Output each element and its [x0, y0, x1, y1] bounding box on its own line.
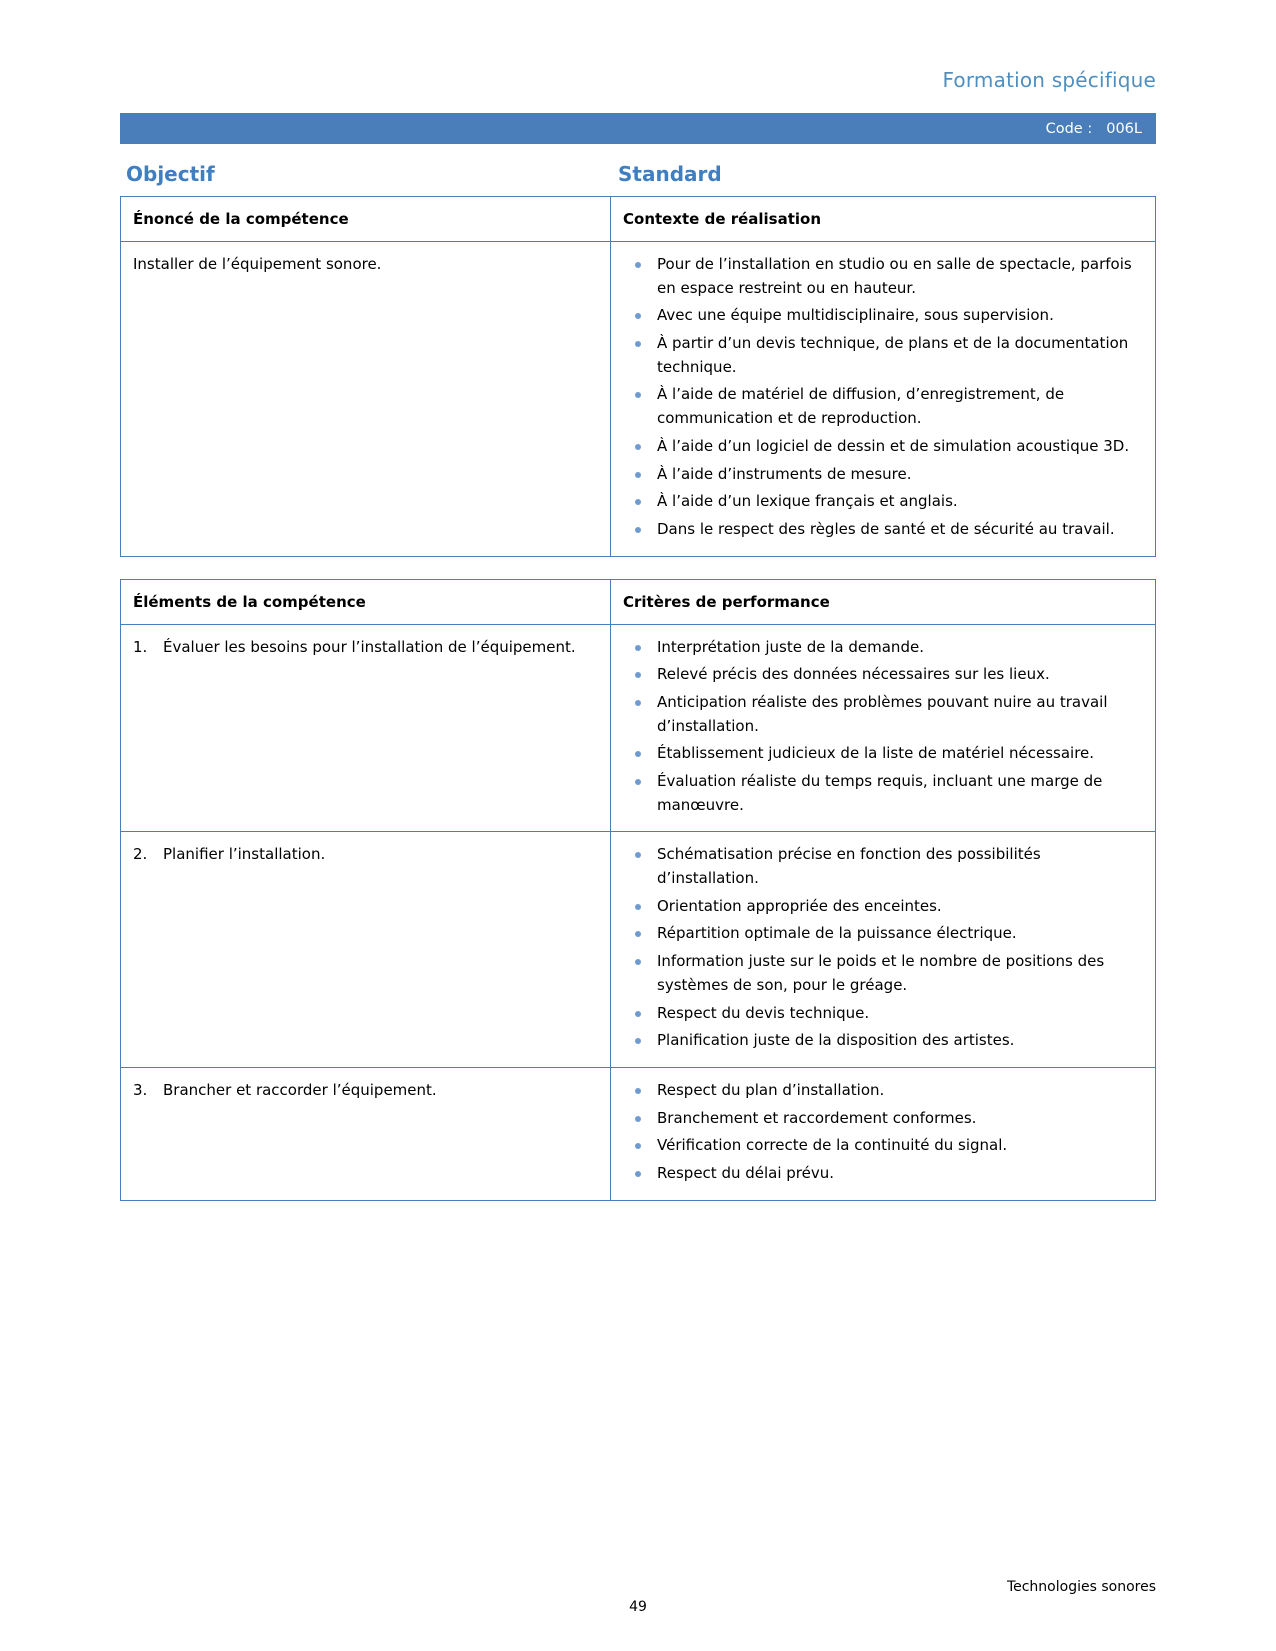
criteria-bullet-list: [623, 636, 1143, 818]
header-criteres-performance: Critères de performance: [611, 579, 1156, 624]
elements-table: [120, 579, 1156, 1201]
header-enonce-competence: Énoncé de la compétence: [121, 197, 611, 242]
list-item: Branchement et raccordement conformes.: [623, 1107, 1143, 1131]
contexte-cell: [611, 242, 1156, 557]
element-number: 3.: [133, 1080, 148, 1099]
list-item: Respect du délai prévu.: [623, 1162, 1143, 1186]
list-item: Établissement judicieux de la liste de matériel nécessaire.: [623, 742, 1143, 766]
element-cell: [121, 624, 611, 832]
list-item: Relevé précis des données nécessaires sur les lieux.: [623, 663, 1143, 687]
list-item: Respect du plan d’installation.: [623, 1079, 1143, 1103]
table-row: [121, 1067, 1156, 1200]
code-bar: [120, 113, 1156, 144]
list-item: Répartition optimale de la puissance électrique.: [623, 922, 1143, 946]
list-item: Respect du devis technique.: [623, 1002, 1143, 1026]
header-elements-competence: Éléments de la compétence: [121, 579, 611, 624]
table-row: [121, 242, 1156, 557]
element-item: [133, 843, 598, 867]
list-item: À l’aide d’un lexique français et anglais.: [623, 490, 1143, 514]
criteria-cell: [611, 624, 1156, 832]
list-item: Évaluation réaliste du temps requis, incluant une marge de manœuvre.: [623, 770, 1143, 817]
list-item: Avec une équipe multidisciplinaire, sous supervision.: [623, 304, 1143, 328]
header-contexte-realisation: Contexte de réalisation: [611, 197, 1156, 242]
table-row: [121, 624, 1156, 832]
list-item: Orientation appropriée des enceintes.: [623, 895, 1143, 919]
list-item: Schématisation précise en fonction des possibilités d’installation.: [623, 843, 1143, 890]
objectif-heading: Objectif: [126, 162, 215, 186]
list-item: À l’aide d’instruments de mesure.: [623, 463, 1143, 487]
list-item: Interprétation juste de la demande.: [623, 636, 1143, 660]
competence-statement-cell: [121, 242, 611, 557]
criteria-cell: [611, 832, 1156, 1068]
criteria-bullet-list: [623, 1079, 1143, 1186]
element-item: [133, 1079, 598, 1103]
criteria-cell: [611, 1067, 1156, 1200]
column-headings: [120, 162, 1156, 186]
competence-table: [120, 196, 1156, 557]
table-header-row: [121, 579, 1156, 624]
element-label: Évaluer les besoins pour l’installation de l’équipement.: [163, 637, 576, 656]
element-cell: [121, 1067, 611, 1200]
code-value: 006L: [1106, 120, 1142, 137]
criteria-bullet-list: [623, 843, 1143, 1053]
element-cell: [121, 832, 611, 1068]
page-footer: [0, 1531, 1276, 1651]
element-label: Planifier l’installation.: [163, 845, 326, 864]
list-item: Pour de l’installation en studio ou en salle de spectacle, parfois en espace restreint ou en hauteur.: [623, 253, 1143, 300]
standard-heading: Standard: [618, 162, 722, 186]
element-label: Brancher et raccorder l’équipement.: [163, 1080, 437, 1099]
list-item: Vérification correcte de la continuité du signal.: [623, 1134, 1143, 1158]
table-header-row: [121, 197, 1156, 242]
list-item: À l’aide de matériel de diffusion, d’enregistrement, de communication et de reproduction.: [623, 383, 1143, 430]
list-item: Information juste sur le poids et le nombre de positions des systèmes de son, pour le gréage.: [623, 950, 1143, 997]
competence-statement: Installer de l’équipement sonore.: [133, 255, 382, 273]
element-number: 2.: [133, 845, 148, 864]
table-row: [121, 832, 1156, 1068]
list-item: Anticipation réaliste des problèmes pouvant nuire au travail d’installation.: [623, 691, 1143, 738]
footer-page-number: 49: [629, 1599, 647, 1615]
code-label: Code :: [1045, 120, 1093, 137]
element-number: 1.: [133, 637, 148, 656]
element-item: [133, 636, 598, 660]
footer-document-name: Technologies sonores: [1006, 1579, 1156, 1595]
section-title: Formation spécifique: [942, 68, 1156, 92]
list-item: Dans le respect des règles de santé et de sécurité au travail.: [623, 518, 1143, 542]
list-item: À partir d’un devis technique, de plans et de la documentation technique.: [623, 332, 1143, 379]
list-item: À l’aide d’un logiciel de dessin et de simulation acoustique 3D.: [623, 435, 1143, 459]
list-item: Planification juste de la disposition des artistes.: [623, 1029, 1143, 1053]
contexte-bullet-list: [623, 253, 1143, 542]
